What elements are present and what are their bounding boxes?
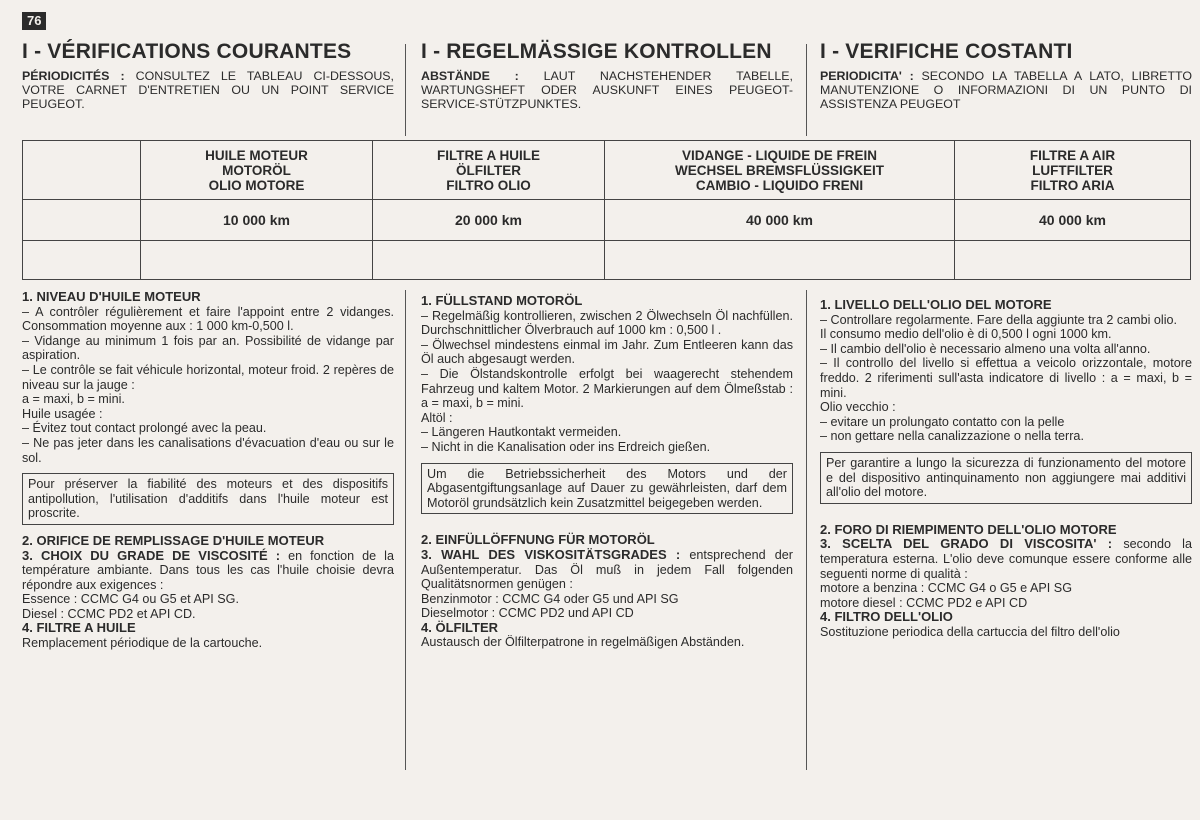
it-viscosity [820, 537, 1192, 581]
table-row [23, 241, 1191, 280]
header-brake-fluid [605, 141, 955, 200]
de-viscosity-text: entsprechend der Außentemperatur. Das Öl muß in jedem Fall folgenden Qualitätsnormen genügen : [421, 547, 793, 592]
table-cell [141, 241, 373, 280]
it-intro-text: SECONDO LA TABELLA A LATO, LIBRETTO MANUTENZIONE O INFORMAZIONI DI UN PUNTO DI ASSISTENZA PEUGEOT [820, 68, 1192, 111]
fr-section-title: 2. ORIFICE DE REMPLISSAGE D'HUILE MOTEUR [22, 532, 325, 548]
table-cell [23, 241, 141, 280]
it-section-title: 1. LIVELLO DELL'OLIO DEL MOTORE [820, 297, 1052, 312]
fr-line: – A contrôler régulièrement et faire l'appoint entre 2 vidanges. Consommation moyenne aux : 1 000 km-0,500 l. [22, 304, 394, 334]
it-line: – non gettare nella canalizzazione o nella terra. [820, 429, 1084, 444]
it-line: Olio vecchio : [820, 400, 896, 415]
de-heading: I - REGELMÄSSIGE KONTROLLEN [421, 40, 772, 63]
header-engine-oil [141, 141, 373, 200]
fr-intro-column [22, 40, 394, 111]
it-line: – Il controllo del livello si effettua a veicolo orizzontale, motore freddo. 2 riferimenti sull'asta indicatore di livello : a = maxi, b = mini. [820, 356, 1192, 400]
header-line: FILTRE A AIR [1029, 147, 1116, 163]
table-cell [23, 200, 141, 241]
table-cell: 40 000 km [955, 200, 1191, 241]
de-section-title: 2. EINFÜLLÖFFNUNG FÜR MOTORÖL [421, 532, 655, 548]
it-body-column [820, 298, 1192, 639]
de-intro-column [421, 40, 793, 111]
it-intro-column [820, 40, 1192, 111]
de-line: Benzinmotor : CCMC G4 oder G5 und API SG [421, 591, 679, 606]
fr-intro [22, 69, 394, 112]
fr-heading: I - VÉRIFICATIONS COURANTES [22, 40, 352, 63]
table-cell: 10 000 km [141, 200, 373, 241]
it-section-title: 3. SCELTA DEL GRADO DI VISCOSITA' : [820, 536, 1113, 552]
de-section-title: 4. ÖLFILTER [421, 619, 499, 635]
header-line: WECHSEL BREMSFLÜSSIGKEIT [674, 162, 884, 178]
it-viscosity-text: secondo la temperatura esterna. L'olio deve comunque essere conforme alle seguenti norme di qualità : [820, 537, 1192, 581]
de-line: – Die Ölstandskontrolle erfolgt bei waagerecht stehendem Fahrzeug und kaltem Motor. 2 Markierungen auf dem Ölmeßstab : a = maxi, b = mini. [421, 366, 793, 411]
table-cell: 20 000 km [373, 200, 605, 241]
table-cell [605, 241, 955, 280]
header-line: FILTRO ARIA [1030, 177, 1115, 193]
header-line: FILTRE A HUILE [437, 147, 540, 163]
fr-intro-label: PÉRIODICITÉS : [22, 68, 125, 83]
header-line: MOTORÖL [222, 162, 291, 178]
fr-section-title: 3. CHOIX DU GRADE DE VISCOSITÉ : [22, 547, 281, 563]
header-line: CAMBIO - LIQUIDO FRENI [695, 177, 864, 193]
header-line: OLIO MOTORE [208, 177, 305, 193]
it-section-title: 2. FORO DI RIEMPIMENTO DELL'OLIO MOTORE [820, 521, 1117, 537]
header-oil-filter [373, 141, 605, 200]
de-line: – Nicht in die Kanalisation oder ins Erdreich gießen. [421, 439, 711, 454]
maintenance-schedule-table [22, 140, 1191, 280]
fr-body-column [22, 290, 394, 651]
it-heading: I - VERIFICHE COSTANTI [820, 40, 1073, 63]
it-section-title: 4. FILTRO DELL'OLIO [820, 609, 953, 625]
fr-line: – Ne pas jeter dans les canalisations d'évacuation d'eau ou sur le sol. [22, 435, 394, 465]
fr-intro-text: CONSULTEZ LE TABLEAU CI-DESSOUS, VOTRE CARNET D'ENTRETIEN OU UN POINT SERVICE PEUGEOT. [22, 68, 394, 111]
de-line: – Ölwechsel mindestens einmal im Jahr. Zum Entleeren kann das Öl auch abgesaugt werden. [421, 337, 793, 367]
column-divider [806, 290, 807, 770]
fr-line: – Le contrôle se fait véhicule horizontal, moteur froid. 2 repères de niveau sur la jauge : [22, 362, 394, 392]
fr-line: – Vidange au minimum 1 fois par an. Possibilité de vidange par aspiration. [22, 333, 394, 363]
de-viscosity [421, 548, 793, 592]
column-divider [405, 44, 406, 136]
it-line: motore diesel : CCMC PD2 e API CD [820, 595, 1028, 610]
de-line: – Längeren Hautkontakt vermeiden. [421, 425, 622, 440]
header-line: FILTRO OLIO [446, 177, 531, 193]
fr-line: Huile usagée : [22, 406, 103, 421]
fr-viscosity-text: en fonction de la température ambiante. Dans tous les cas l'huile choisie devra répondre aux exigences : [22, 548, 394, 592]
de-body-column [421, 294, 793, 650]
header-line: HUILE MOTEUR [205, 147, 308, 163]
it-line: – evitare un prolungato contatto con la pelle [820, 414, 1065, 429]
de-intro [421, 69, 793, 112]
de-line: Austausch der Ölfilterpatrone in regelmäßigen Abständen. [421, 635, 745, 650]
de-line: – Regelmäßig kontrollieren, zwischen 2 Ölwechseln Öl nachfüllen. Durchschnittlicher Ölverbrauch auf 1000 km : 0,500 l . [421, 308, 793, 338]
table-cell [373, 241, 605, 280]
fr-line: Essence : CCMC G4 ou G5 et API SG. [22, 592, 239, 607]
header-line: ÖLFILTER [456, 162, 521, 178]
table-cell: 40 000 km [605, 200, 955, 241]
page-number: 76 [22, 12, 46, 30]
table-cell [955, 241, 1191, 280]
fr-section-title: 1. NIVEAU D'HUILE MOTEUR [22, 289, 201, 304]
header-air-filter [955, 141, 1191, 200]
table-row [23, 200, 1191, 241]
fr-viscosity [22, 549, 394, 593]
de-intro-text: LAUT NACHSTEHENDER TABELLE, WARTUNGSHEFT ODER AUSKUNFT EINES PEUGEOT-SERVICE-STÜTZPUNKTES. [421, 68, 793, 111]
fr-line: – Évitez tout contact prolongé avec la peau. [22, 421, 267, 436]
it-line: Sostituzione periodica della cartuccia del filtro dell'olio [820, 624, 1120, 639]
de-section-title: 1. FÜLLSTAND MOTORÖL [421, 293, 583, 308]
table-header-row [23, 141, 1191, 200]
it-line: – Controllare regolarmente. Fare della aggiunte tra 2 cambi olio. [820, 312, 1178, 327]
fr-line: Remplacement périodique de la cartouche. [22, 636, 263, 651]
it-warning-box: Per garantire a lungo la sicurezza di funzionamento del motore e del dispositivo antinquinamento non aggiungere mai additivi all'olio del motore. [820, 452, 1192, 504]
fr-warning-box: Pour préserver la fiabilité des moteurs et des dispositifs antipollution, l'utilisation d'additifs dans l'huile moteur est proscrite. [22, 473, 394, 525]
it-line: motore a benzina : CCMC G4 o G5 e API SG [820, 581, 1072, 596]
de-line: Dieselmotor : CCMC PD2 und API CD [421, 606, 634, 621]
fr-line: Diesel : CCMC PD2 et API CD. [22, 606, 196, 621]
de-line: Altöl : [421, 410, 453, 425]
de-section-title: 3. WAHL DES VISKOSITÄTSGRADES : [421, 546, 681, 562]
header-line: VIDANGE - LIQUIDE DE FREIN [681, 147, 877, 163]
it-line: Il consumo medio dell'olio è di 0,500 l ogni 1000 km. [820, 327, 1112, 342]
header-line: LUFTFILTER [1032, 162, 1113, 178]
it-intro [820, 69, 1192, 112]
table-corner-cell [23, 141, 141, 200]
it-line: – Il cambio dell'olio è necessario almeno una volta all'anno. [820, 341, 1151, 356]
fr-section-title: 4. FILTRE A HUILE [22, 620, 136, 636]
de-warning-box: Um die Betriebssicherheit des Motors und der Abgasentgiftungsanlage auf Dauer zu gewährleisten, darf dem Motoröl grundsätzlich kein Zusatzmittel beigegeben werden. [421, 463, 793, 515]
column-divider [405, 290, 406, 770]
it-intro-label: PERIODICITA' : [820, 68, 914, 83]
de-intro-label: ABSTÄNDE : [421, 68, 519, 83]
column-divider [806, 44, 807, 136]
fr-line: a = maxi, b = mini. [22, 392, 125, 407]
